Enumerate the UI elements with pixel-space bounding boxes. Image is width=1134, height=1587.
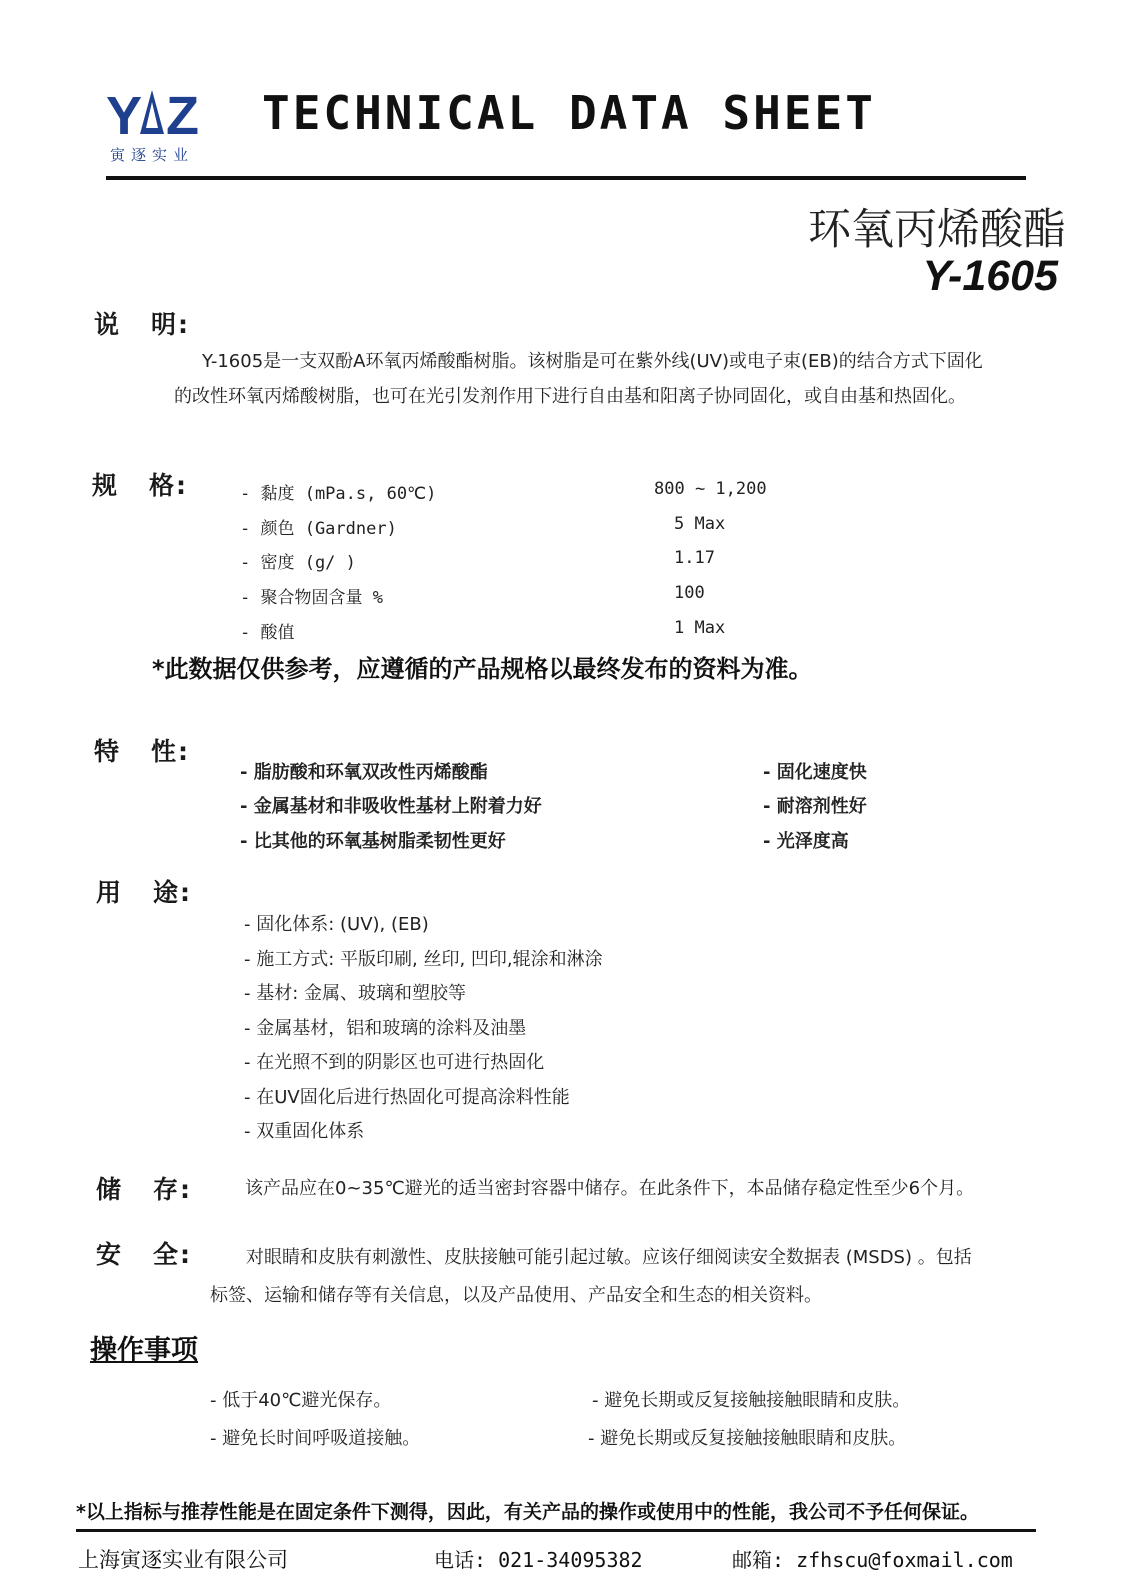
phone-number: 电话: 021-34095382 [434, 1548, 643, 1572]
section-heading-safety: 安 全: [96, 1240, 193, 1269]
use-item: - 在光照不到的阴影区也可进行热固化 [244, 1052, 545, 1073]
spec-disclaimer-note: *此数据仅供参考，应遵循的产品规格以最终发布的资料为准。 [152, 655, 813, 683]
use-item: - 双重固化体系 [244, 1121, 365, 1142]
description-line-1: Y-1605是一支双酚A环氧丙烯酸酯树脂。该树脂是可在紫外线(UV)或电子束(EB)的结合方式下固化 [202, 351, 983, 372]
company-name: 上海寅逐实业有限公司 [78, 1548, 288, 1572]
operation-item: - 避免长期或反复接触接触眼睛和皮肤。 [588, 1428, 907, 1449]
spec-value: 5 Max [674, 514, 726, 534]
section-heading-uses: 用 途: [96, 878, 193, 907]
feature-item: - 金属基材和非吸收性基材上附着力好 [240, 796, 542, 817]
operation-item: - 低于40℃避光保存。 [210, 1390, 392, 1411]
company-logo [96, 82, 212, 170]
description-line-2: 的改性环氧丙烯酸树脂，也可在光引发剂作用下进行自由基和阳离子协同固化，或自由基和热固化。 [174, 386, 966, 407]
header-divider [106, 176, 1026, 180]
spec-label: - 颜色 (Gardner) [240, 519, 397, 539]
feature-item: - 光泽度高 [763, 831, 849, 852]
svg-text:Y: Y [106, 86, 139, 142]
spec-label: - 密度 (g/ ) [240, 553, 356, 573]
svg-text:Z: Z [166, 86, 199, 142]
section-heading-storage: 储 存: [96, 1175, 193, 1204]
use-item: - 金属基材，铝和玻璃的涂料及油墨 [244, 1018, 527, 1039]
spec-label: - 酸值 [240, 623, 295, 643]
feature-item: - 固化速度快 [763, 762, 867, 783]
feature-item: - 脂肪酸和环氧双改性丙烯酸酯 [240, 762, 488, 783]
email-address: 邮箱: zfhscu@foxmail.com [732, 1548, 1013, 1572]
operation-item: - 避免长期或反复接触接触眼睛和皮肤。 [592, 1390, 911, 1411]
operations-title: 操作事项 [90, 1335, 198, 1366]
feature-item: - 耐溶剂性好 [763, 796, 867, 817]
safety-line-1: 对眼睛和皮肤有刺激性、皮肤接触可能引起过敏。应该仔细阅读安全数据表 (MSDS) 。包括 [246, 1247, 972, 1268]
document-title: TECHNICAL DATA SHEET [262, 86, 876, 140]
section-heading-features: 特 性: [94, 737, 191, 766]
use-item: - 在UV固化后进行热固化可提高涂料性能 [244, 1087, 570, 1108]
logo-subtitle: 寅逐实业 [110, 146, 195, 164]
spec-value: 1 Max [674, 618, 726, 638]
feature-item: - 比其他的环氧基树脂柔韧性更好 [240, 831, 506, 852]
spec-value: 800 ~ 1,200 [654, 479, 767, 499]
product-name: 环氧丙烯酸酯 [808, 205, 1066, 255]
logo-mark-icon [102, 84, 206, 142]
spec-value: 100 [674, 583, 705, 603]
product-code: Y-1605 [922, 252, 1058, 300]
spec-label: - 聚合物固含量 % [240, 588, 383, 608]
footer-disclaimer: *以上指标与推荐性能是在固定条件下测得，因此，有关产品的操作或使用中的性能，我公司不予任何保证。 [76, 1501, 979, 1523]
section-heading-specs: 规 格: [92, 471, 189, 500]
spec-value: 1.17 [674, 548, 715, 568]
use-item: - 固化体系: (UV), (EB) [244, 914, 429, 935]
use-item: - 施工方式: 平版印刷, 丝印, 凹印,辊涂和淋涂 [244, 949, 603, 970]
spec-label: - 黏度 (mPa.s, 60℃) [240, 484, 437, 504]
operation-item: - 避免长时间呼吸道接触。 [210, 1428, 421, 1449]
use-item: - 基材: 金属、玻璃和塑胶等 [244, 983, 467, 1004]
safety-line-2: 标签、运输和储存等有关信息，以及产品使用、产品安全和生态的相关资料。 [210, 1285, 822, 1306]
section-heading-description: 说 明: [94, 310, 191, 339]
footer-divider [76, 1529, 1036, 1532]
storage-text: 该产品应在0~35℃避光的适当密封容器中储存。在此条件下，本品储存稳定性至少6个月。 [245, 1178, 975, 1199]
